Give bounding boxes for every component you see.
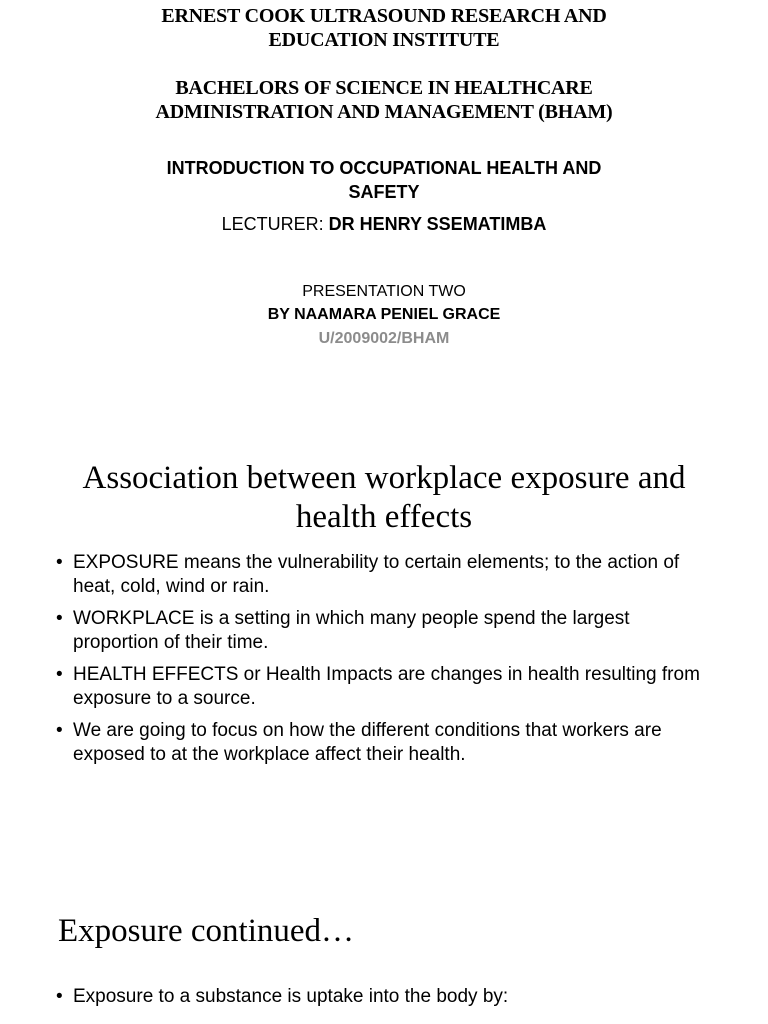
lecturer-line bbox=[0, 213, 768, 235]
bullet-item bbox=[56, 607, 716, 655]
programme-name-line1: BACHELORS OF SCIENCE IN HEALTHCARE bbox=[175, 77, 593, 99]
lecturer-name: DR HENRY SSEMATIMBA bbox=[328, 214, 547, 234]
bullet-text: We are going to focus on how the different conditions that workers are exposed to at the workplace affect their health. bbox=[73, 720, 662, 765]
bullet-text: WORKPLACE is a setting in which many people spend the largest proportion of their time. bbox=[73, 608, 630, 653]
slide-two-title-line2: health effects bbox=[295, 499, 473, 535]
programme-name-line2: ADMINISTRATION AND MANAGEMENT (BHAM) bbox=[155, 101, 613, 123]
course-title-line1: INTRODUCTION TO OCCUPATIONAL HEALTH AND bbox=[166, 158, 602, 178]
bullet-item bbox=[56, 663, 716, 711]
author-name: BY NAAMARA PENIEL GRACE bbox=[267, 306, 501, 323]
bullet-item bbox=[56, 719, 716, 767]
slide-two-title-line1: Association between workplace exposure and bbox=[82, 460, 686, 496]
title-slide bbox=[0, 0, 768, 360]
bullet-icon: • bbox=[56, 986, 63, 1007]
bullet-text: HEALTH EFFECTS or Health Impacts are changes in health resulting from exposure to a source. bbox=[73, 664, 700, 709]
bullet-icon: • bbox=[56, 720, 63, 741]
bullet-text: EXPOSURE means the vulnerability to certain elements; to the action of heat, cold, wind or rain. bbox=[73, 552, 680, 597]
bullet-text: Exposure to a substance is uptake into the body by: bbox=[73, 986, 509, 1007]
presentation-label: PRESENTATION TWO bbox=[302, 283, 466, 300]
institute-name-line2: EDUCATION INSTITUTE bbox=[268, 29, 500, 51]
registration-number: U/2009002/BHAM bbox=[318, 330, 450, 347]
course-title-line2: SAFETY bbox=[348, 182, 420, 202]
institute-name-line1: ERNEST COOK ULTRASOUND RESEARCH AND bbox=[161, 5, 607, 27]
bullet-item bbox=[56, 985, 716, 1009]
bullet-icon: • bbox=[56, 664, 63, 685]
slide-three-bullet-list bbox=[56, 985, 716, 1017]
bullet-icon: • bbox=[56, 552, 63, 573]
lecturer-label: LECTURER: bbox=[221, 214, 329, 234]
bullet-icon: • bbox=[56, 608, 63, 629]
slide-three-title: Exposure continued… bbox=[58, 913, 355, 949]
bullet-item bbox=[56, 551, 716, 599]
slide-two-bullet-list bbox=[56, 551, 716, 775]
